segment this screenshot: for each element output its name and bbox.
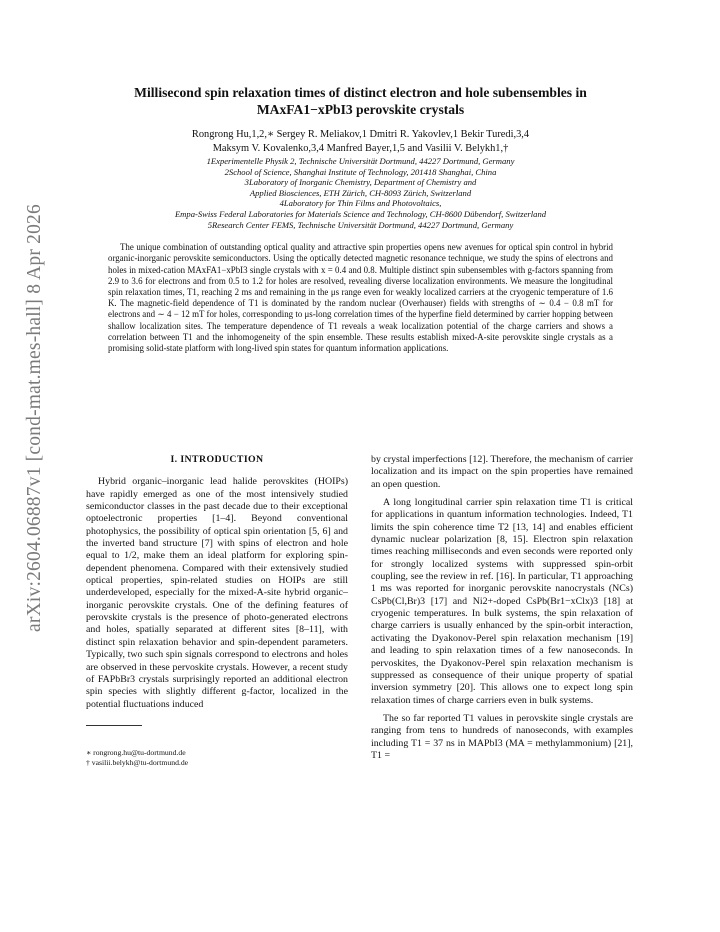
right-column xyxy=(371,454,633,762)
arxiv-identifier-stamp xyxy=(18,0,52,932)
intro-paragraph-1: Hybrid organic–inorganic lead halide perovskites (HOIPs) have rapidly emerged as one of the most intensively studied semiconductor classes in the past decade due to their exceptional optoelectronic properties [1–4]. Beyond conventional photophysics, the possibility of optical spin orientation [5, 6] and the inverted band structure [7] with spins of electron and hole equal to 1/2, make them an ideal platform for exploring spin-dependent phenomena. Compared with their extensively studied optical properties, spin-related studies on HOIPs are still underdeveloped, especially for the mixed-A-site hybrid organic–inorganic perovskite crystals. One of the defining features of perovskite crystals is the presence of photo-generated electrons and holes, spatially separated at different sites [8–11], with distinct spin relaxation behavior and spin-dependent parameters. Typically, two such spin signals correspond to electrons and holes are observed in these pervoskite crystals. However, a recent study of FAPbBr3 crystals surprisingly reported an additional electron spin species with slightly different g-factor, localized in the potential fluctuations induced xyxy=(86,476,348,710)
affiliation-3a: 3Laboratory of Inorganic Chemistry, Department of Chemistry and xyxy=(244,177,477,188)
affiliation-2: 2School of Science, Shanghai Institute of Technology, 201418 Shanghai, China xyxy=(224,166,497,177)
left-column xyxy=(86,454,348,769)
affiliation-4b: Empa-Swiss Federal Laboratories for Materials Science and Technology, CH-8600 Dübendorf, Switzerland xyxy=(174,208,547,219)
title-line-2: MAxFA1−xPbI3 perovskite crystals xyxy=(256,102,465,117)
affiliation-1: 1Experimentelle Physik 2, Technische Universität Dortmund, 44227 Dortmund, Germany xyxy=(206,156,515,166)
affiliation-5: 5Research Center FEMS, Technische Universität Dortmund, 44227 Dortmund, Germany xyxy=(207,219,514,230)
footnote-rule xyxy=(86,725,142,726)
abstract-text: The unique combination of outstanding optical quality and attractive spin properties opens new avenues for optical spin control in hybrid organic-inorganic perovskite semiconductors. Using the optically detected magnetic resonance technique, we study the spins of electrons and holes in mixed-cation MAxFA1−xPbI3 single crystals with x = 0.4 and 0.8. Multiple distinct spin subensembles with g-factors spanning from 2.9 to 3.6 for electrons and from 0.5 to 1.2 for holes are resolved, revealing diverse localization environments. We measure the longitudinal spin relaxation times, T1, reaching 2 ms and remaining in the μs range even for weakly localized carriers at the cryogenic temperature of 1.6 K. The magnetic-field dependence of T1 is dominated by the random nuclear (Overhauser) fields with strengths of ∼ 0.4 − 0.8 mT for electrons and ∼ 4 − 12 mT for holes, corresponding to μs-long correlation times of the hyperfine field determined by carrier hopping between shallow localization sites. The temperature dependence of T1 reveals a weak localization potential of the charge carriers and shows a correlation between T1 and the inhomogeneity of the spin ensemble. These results establish mixed-A-site perovskite single crystals as a promising solid-state platform with long-lived spin states for quantum information applications. xyxy=(108,242,613,353)
title-line-1: Millisecond spin relaxation times of distinct electron and hole subensembles in xyxy=(134,85,587,100)
arxiv-id-text: arXiv:2604.06887v1 [cond-mat.mes-hall] 8 Apr 2026 xyxy=(24,204,45,632)
paper-title xyxy=(86,84,635,118)
footnote-email-2: † vasilii.belykh@tu-dortmund.de xyxy=(86,758,189,768)
intro-paragraph-2: A long longitudinal carrier spin relaxation time T1 is critical for applications in quantum information technologies. Indeed, T1 limits the spin coherence time T2 [13, 14] and enables efficient dynamic nuclear polarization [8, 15]. Electron spin relaxation times reaching milliseconds and even seconds were reported only for strongly localized systems with suppressed spin-orbit coupling, see the review in ref. [16]. In particular, T1 approaching 1 ms was reported for inorganic perovskite nanocrystals (NCs) CsPb(Cl,Br)3 [17] and Ni2+-doped CsPb(Br1−xClx)3 [18] at cryogenic temperatures. In bulk systems, the spin relaxation of charge carriers is usually enhanced by the spin-orbit interaction, activating the Dyakonov-Perel spin relaxation mechanism [19] and leading to spin relaxation times of a few nanoseconds. In pervoskites, the Dyakonov-Perel spin relaxation mechanism is suppressed as consequence of their unique property of spatial inversion symmetry [20]. This allows one to expect long spin relaxation times of charge carriers even in bulk systems. xyxy=(371,497,633,706)
author-list xyxy=(86,128,635,155)
footnote-email-1: ∗ rongrong.hu@tu-dortmund.de xyxy=(86,747,186,757)
paper-page xyxy=(86,84,635,768)
section-heading-introduction: I. INTRODUCTION xyxy=(170,454,264,465)
affiliations xyxy=(86,156,635,230)
footnotes xyxy=(86,748,348,769)
affiliation-3b: Applied Biosciences, ETH Zürich, CH-8093 Zürich, Switzerland xyxy=(249,187,472,198)
intro-paragraph-3: The so far reported T1 values in perovskite single crystals are ranging from tens to hundreds of nanoseconds, with examples including T1 = 37 ns in MAPbI3 (MA = methylammonium) [21], T1 = xyxy=(371,712,633,761)
authors-line-2: Maksym V. Kovalenko,3,4 Manfred Bayer,1,5 and Vasilii V. Belykh1,† xyxy=(212,142,509,154)
affiliation-4a: 4Laboratory for Thin Films and Photovoltaics, xyxy=(279,198,442,209)
intro-paragraph-1-continued: by crystal imperfections [12]. Therefore, the mechanism of carrier localization and its impact on the spin properties have remained an open question. xyxy=(371,454,633,490)
authors-line-1: Rongrong Hu,1,2,∗ Sergey R. Meliakov,1 Dmitri R. Yakovlev,1 Bekir Turedi,3,4 xyxy=(191,129,530,140)
abstract xyxy=(108,242,613,354)
